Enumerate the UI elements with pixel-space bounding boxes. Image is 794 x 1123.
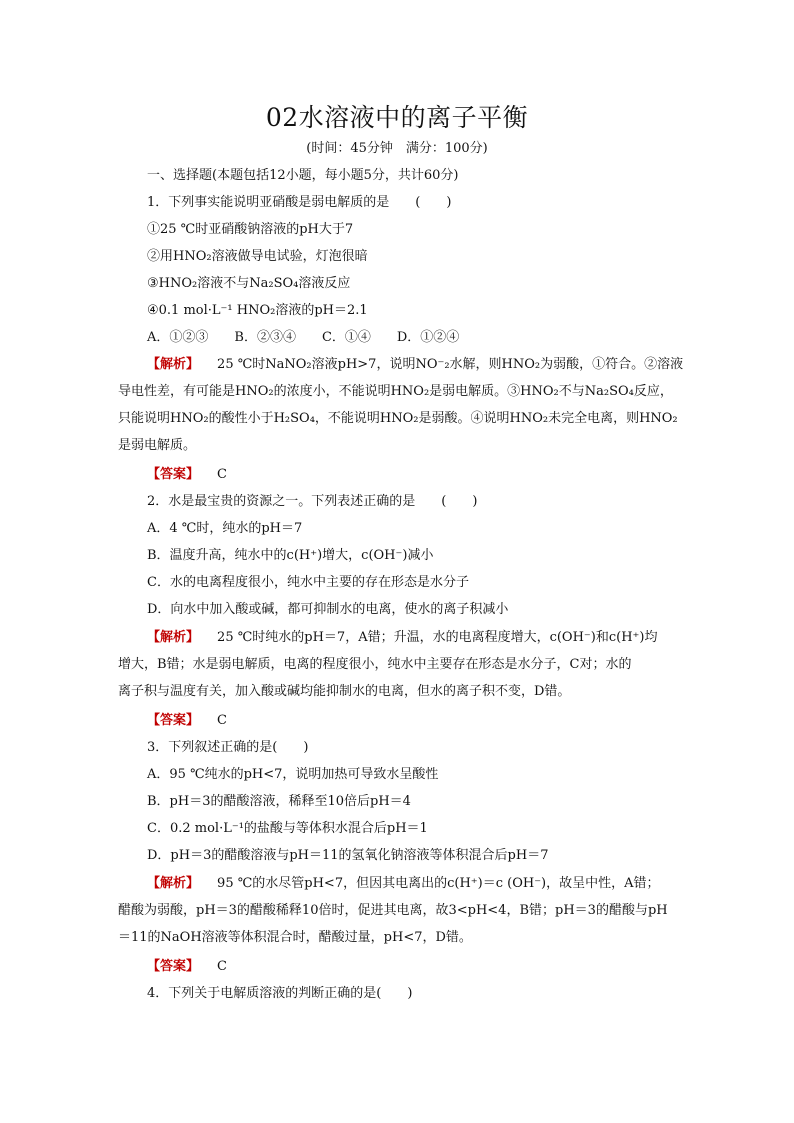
section-heading: 一、选择题(本题包括12小题，每小题5分，共计60分): [147, 168, 459, 183]
q3-analysis-line-1: 【解析】 95 ℃的水尽管pH<7，但因其电离出的c(H⁺)＝c (OH⁻)，故呈中性，A错；: [147, 876, 660, 891]
q1-analysis-line-4: 是弱电解质。: [118, 438, 197, 453]
q4-stem: 4．下列关于电解质溶液的判断正确的是( ): [147, 986, 413, 1001]
q1-analysis-line-1: 【解析】 25 ℃时NaNO₂溶液pH>7，说明NO⁻₂水解，则HNO₂为弱酸，①符合。②溶液: [147, 357, 684, 372]
q1-analysis-line-2: 导电性差，有可能是HNO₂的浓度小，不能说明HNO₂是弱电解质。③HNO₂不与Na₂SO₄反应，: [118, 384, 673, 399]
analysis-tag: 【解析】: [147, 357, 200, 372]
answer-tag: 【答案】: [147, 959, 200, 974]
q2-answer: 【答案】 C: [147, 713, 227, 728]
q2-stem: 2．水是最宝贵的资源之一。下列表述正确的是 ( ): [147, 494, 478, 509]
analysis-tag: 【解析】: [147, 876, 200, 891]
q2-analysis-line-2: 增大，B错；水是弱电解质，电离的程度很小，纯水中主要存在形态是水分子，C对；水的: [118, 657, 632, 672]
q2-analysis-line-1: 【解析】 25 ℃时纯水的pH＝7，A错；升温，水的电离程度增大，c(OH⁻)和c(H⁺)均: [147, 630, 658, 645]
q2-option-a: A．4 ℃时，纯水的pH＝7: [147, 521, 303, 536]
q2-option-c: C．水的电离程度很小，纯水中主要的存在形态是水分子: [147, 575, 469, 590]
q1-statement-3: ③HNO₂溶液不与Na₂SO₄溶液反应: [147, 276, 351, 291]
q3-analysis-line-3: ＝11的NaOH溶液等体积混合时，醋酸过量，pH<7，D错。: [118, 930, 472, 945]
exam-meta: (时间：45分钟 满分：100分): [306, 141, 488, 156]
q3-option-d: D．pH＝3的醋酸溶液与pH＝11的氢氧化钠溶液等体积混合后pH＝7: [147, 848, 549, 863]
document-title: 02水溶液中的离子平衡: [265, 103, 529, 132]
q2-option-d: D．向水中加入酸或碱，都可抑制水的电离，使水的离子积减小: [147, 602, 509, 617]
q1-stem: 1．下列事实能说明亚硝酸是弱电解质的是 ( ): [147, 195, 452, 210]
q3-analysis-line-2: 醋酸为弱酸，pH＝3的醋酸稀释10倍时，促进其电离，故3<pH<4，B错；pH＝3的醋酸与pH: [118, 903, 668, 918]
q1-answer: 【答案】 C: [147, 467, 227, 482]
q3-option-c: C．0.2 mol·L⁻¹的盐酸与等体积水混合后pH＝1: [147, 821, 428, 836]
q1-statement-4: ④0.1 mol·L⁻¹ HNO₂溶液的pH＝2.1: [147, 303, 368, 318]
q1-analysis-line-3: 只能说明HNO₂的酸性小于H₂SO₄，不能说明HNO₂是弱酸。④说明HNO₂未完全电离，则HNO₂: [118, 411, 678, 426]
q1-options: A．①②③ B．②③④ C．①④ D．①②④: [147, 330, 460, 345]
analysis-tag: 【解析】: [147, 630, 200, 645]
q3-answer: 【答案】 C: [147, 959, 227, 974]
q2-option-b: B．温度升高，纯水中的c(H⁺)增大，c(OH⁻)减小: [147, 548, 434, 563]
q1-statement-1: ①25 ℃时亚硝酸钠溶液的pH大于7: [147, 222, 354, 237]
q3-option-b: B．pH＝3的醋酸溶液，稀释至10倍后pH＝4: [147, 794, 411, 809]
answer-tag: 【答案】: [147, 713, 200, 728]
q2-analysis-line-3: 离子积与温度有关，加入酸或碱均能抑制水的电离，但水的离子积不变，D错。: [118, 684, 571, 699]
q3-option-a: A．95 ℃纯水的pH<7，说明加热可导致水呈酸性: [147, 767, 439, 782]
q1-statement-2: ②用HNO₂溶液做导电试验，灯泡很暗: [147, 249, 368, 264]
q3-stem: 3．下列叙述正确的是( ): [147, 740, 309, 755]
answer-tag: 【答案】: [147, 467, 200, 482]
